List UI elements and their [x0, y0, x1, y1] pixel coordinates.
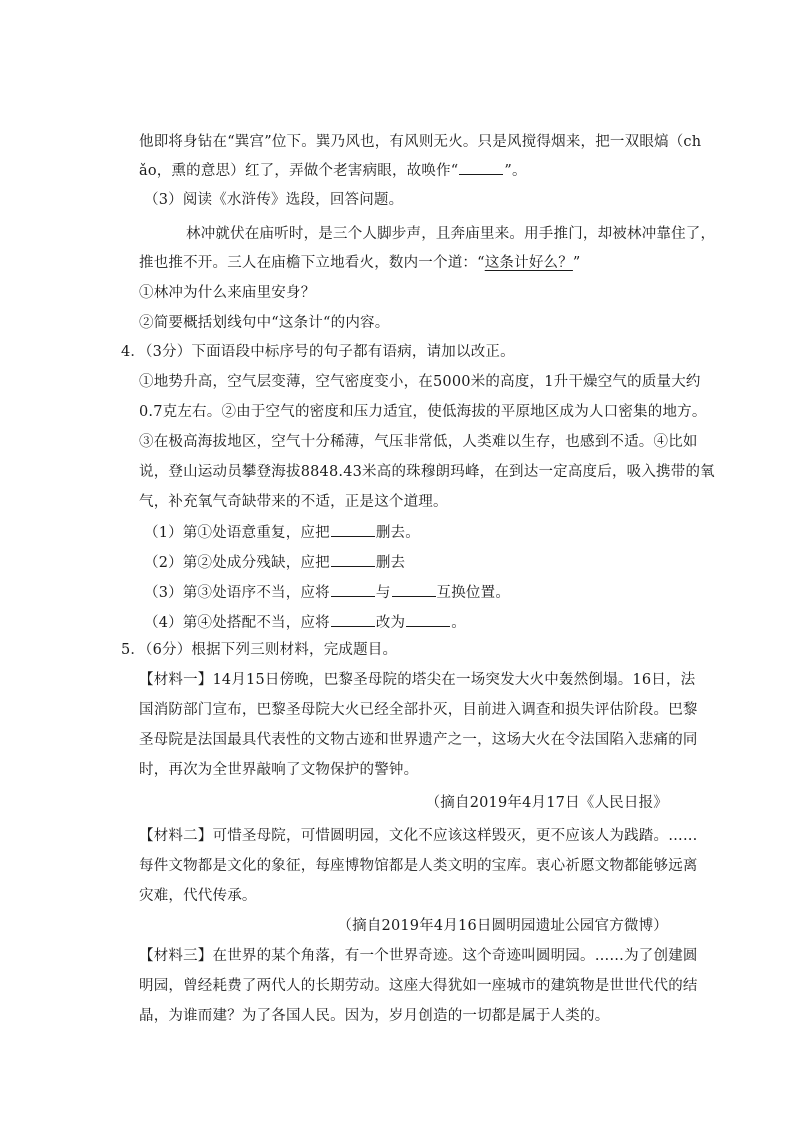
q4-sub-4 — [144, 612, 684, 633]
q4-sub-4-a: （4）第④处搭配不当，应将 — [144, 615, 330, 631]
answer-blank[interactable] — [331, 552, 375, 567]
q4-sub-4-b: 改为 — [375, 615, 406, 631]
q4-sub-2 — [144, 552, 684, 573]
material-1-line-1 — [139, 670, 696, 690]
material-1-line-3: 圣母院是法国最具代表性的文物古迹和世界遗产之一，这场大火在令法国陷入悲痛的同 — [139, 732, 698, 748]
q3-3-heading: （3）阅读《水浒传》选段，回答问题。 — [144, 192, 404, 208]
q4-para-line-3: ③在极高海拔地区，空气十分稀薄，气压非常低，人类难以生存，也感到不适。④比如 — [139, 434, 698, 450]
q4-sub-1-a: （1）第①处语意重复，应把 — [144, 525, 330, 541]
q3-3-sub-question-1: ①林冲为什么来庙里安身？ — [139, 285, 316, 301]
material-3-line-2: 明园，曾经耗费了两代人的长期劳动。这座大得犹如一座城市的建筑物是世世代代的结 — [139, 978, 698, 994]
material-1-label: 【材料一】 — [139, 672, 213, 688]
q4-sub-1 — [144, 522, 684, 543]
q3-text-line-1: 他即将身钻在“巽宫”位下。巽乃风也，有风则无火。只是风搅得烟来，把一双眼熇（ch — [139, 134, 702, 150]
answer-blank[interactable] — [459, 160, 503, 175]
q3-text-line-2-a: ǎo，熏的意思）红了，弄做个老害病眼，故唤作“ — [139, 163, 459, 179]
material-1-line-2: 国消防部门宣布，巴黎圣母院大火已经全部扑灭，目前进入调查和损失评估阶段。巴黎 — [139, 702, 698, 718]
answer-blank[interactable] — [331, 582, 375, 597]
answer-blank[interactable] — [406, 612, 450, 627]
material-2-line-1 — [139, 826, 698, 846]
answer-blank[interactable] — [392, 582, 436, 597]
q5-heading: 5．（6分）根据下列三则材料，完成题目。 — [121, 642, 398, 658]
answer-blank[interactable] — [331, 522, 375, 537]
q4-sub-3 — [144, 582, 684, 603]
q3-3-sub-question-2: ②简要概括划线句中“这条计“的内容。 — [139, 315, 390, 331]
material-3-label: 【材料三】 — [139, 948, 213, 964]
material-2-line-2: 每件文物都是文化的象征，每座博物馆都是人类文明的宝库。衷心祈愿文物都能够远离 — [139, 858, 698, 874]
material-3-text: 在世界的某个角落，有一个世界奇迹。这个奇迹叫圆明园。……为了创建圆 — [212, 948, 698, 964]
material-2-line-3: 灾难，代代传承。 — [139, 888, 257, 904]
q4-para-line-2: 0.7克左右。②由于空气的密度和压力适宜，使低海拔的平原地区成为人口密集的地方。 — [139, 404, 707, 420]
q4-sub-3-c: 互换位置。 — [436, 585, 511, 601]
q4-sub-3-a: （3）第③处语序不当，应将 — [144, 585, 330, 601]
q4-sub-3-b: 与 — [375, 585, 391, 601]
q4-para-line-5: 气，补充氧气奇缺带来的不适，正是这个道理。 — [139, 494, 448, 510]
material-1-line-4: 时，再次为全世界敲响了文物保护的警钟。 — [139, 762, 419, 778]
q4-heading: 4．（3分）下面语段中标序号的句子都有语病，请加以改正。 — [121, 344, 515, 360]
material-3-line-3: 晶，为谁而建？为了各国人民。因为，岁月创造的一切都是属于人类的。 — [139, 1008, 610, 1024]
passage-line-2-a: 推也推不开。三人在庙檐下立地看火，数内一个道：“ — [139, 255, 485, 271]
material-1-source: （摘自2019年4月17日《人民日报》 — [425, 795, 668, 811]
q4-sub-1-b: 删去。 — [375, 525, 420, 541]
q3-text-line-2-b: ”。 — [504, 163, 527, 179]
q4-para-line-1: ①地势升高，空气层变薄，空气密度变小，在5000米的高度，1升干燥空气的质量大约 — [139, 374, 701, 390]
underlined-sentence: 这条计好么？ — [484, 255, 573, 271]
q4-sub-2-b: 删去 — [375, 555, 406, 571]
material-2-source: （摘自2019年4月16日圆明园遗址公园官方微博） — [337, 918, 668, 934]
material-1-text: 14月15日傍晚，巴黎圣母院的塔尖在一场突发大火中轰然倒塌。16日，法 — [212, 672, 696, 688]
material-2-label: 【材料二】 — [139, 828, 213, 844]
answer-blank[interactable] — [331, 612, 375, 627]
q3-text-line-2 — [139, 160, 679, 181]
passage-line-2-b: ” — [572, 255, 581, 271]
material-2-text: 可惜圣母院，可惜圆明园，文化不应该这样毁灭，更不应该人为践踏。…… — [212, 828, 698, 844]
material-3-line-1 — [139, 946, 698, 966]
q3-3-passage-line-1: 林冲就伏在庙听时，是三个人脚步声，且奔庙里来。用手推门，却被林冲靠住了， — [186, 226, 716, 242]
q4-para-line-4: 说，登山运动员攀登海拔8848.43米高的珠穆朗玛峰，在到达一定高度后，吸入携带的氧 — [139, 464, 715, 480]
q3-3-passage-line-2 — [139, 253, 679, 273]
q4-sub-2-a: （2）第②处成分残缺，应把 — [144, 555, 330, 571]
q4-sub-4-c: 。 — [451, 615, 466, 631]
